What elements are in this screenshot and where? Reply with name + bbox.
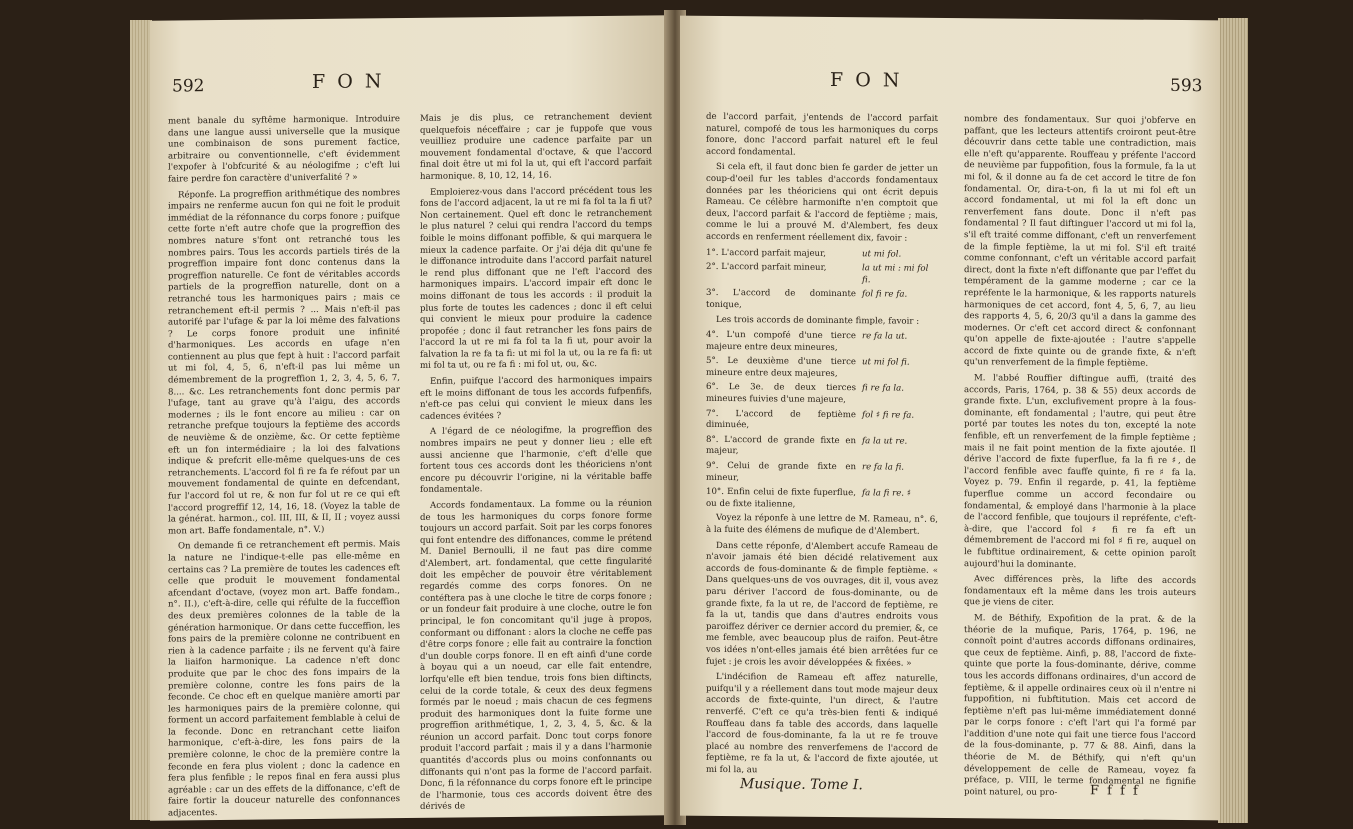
right-page — [680, 16, 1220, 821]
paragraph: Dans cette réponfe, d'Alembert accufe Rameau de n'avoir jamais été bien décidé relativement aux accords de fous-dominante & de fimple feptième. « Dans quelques-uns de vos ouvrages, dit il, vous avez paru dériver l'accord de fous-dominante, ou de grande fixte, fa la ut re, de l'accord de feptième, re fa la ut, tandis que dans d'autres endroits vous paroiffez dériver ce dernier accord du premier, &, ce me femble, avec beaucoup plus de raifon. Peut-être vos idées n'ont-elles jamais été bien arrêtées fur ce fujet : je crois les avoir développées & fixées. » — [706, 540, 938, 669]
paragraph: Emploierez-vous dans l'accord précédent tous les fons de l'accord adjacent, la ut re mi fa fol ta la fi ut? Non certainement. Quel eft donc le retranchement le plus naturel ? celui qui rendra l'accord du temps foible le moins diffonant poffible, & qui marquera le mieux la cadence parfaite. Or j'ai déja dit qu'une fe le diffonance introduite dans l'accord parfait naturel le rend plus diffonant que ne l'eft l'accord des harmoniques impairs. L'accord impair eft donc le moins diffonant de tous les accords : il produit la plus forte de toutes les cadences ; donc il eft celui qui convient le mieux pour produire la cadence propofée ; donc il faut retrancher les fons pairs de l'accord la ut re mi fa fol ta la fi ut, pour avoir la falvation la re fa ta fi: ut mi fol la ut, ou la re fa fi: ut mi fol ta ut, ou re fa fi : mi fol ut, ou, &c. — [420, 185, 652, 372]
paragraph: Enfin, puifque l'accord des harmoniques impairs eft le moins diffonant de tous les accords fufpenfifs, n'eft-ce pas celui qui convient le mieux dans les cadences évitées ? — [420, 374, 652, 422]
chord-list-item: 6°. Le 3e. de deux tierces mineures fuivies d'une majeure, fi re fa la. — [706, 382, 905, 406]
chord-list-item: 3°. L'accord de dominante tonique, fol fi re fa. — [706, 288, 908, 311]
paragraph: M. l'abbé Rouffier diftingue auffi, (traité des accords, Paris, 1764, p. 38 & 55) deux accords de grande fixte. L'un, exclufivement propre à la fous-dominante, eft fondamental ; l'autre, qui peut être porté par toutes les notes du ton, excepté la note fenfible, eft un renverfement de la fimple feptième ; mais il ne fait point mention de la fixte ajoutée. Il dérive l'accord de fixte fuperflue, fa la fi re ♯, de l'accord fenfible avec fauffe quinte, fi re ♯ fa la. Voyez p. 79. Enfin il regarde, p. 41, la feptième fuperflue comme un accord fecondaire ou fondamental, & employé dans l'harmonie à la place de l'accord fenfible, que toujours il repréfente, c'eft-à-dire, que l'accord fol ♯ fi re fa eft un démembrement de l'accord mi fol ♯ fi re, auquel on le fubftitue ordinairement, & cette opinion paroît aujourd'hui la dominante. — [964, 373, 1196, 570]
list-intro: Les trois accords de dominante fimple, favoir : — [716, 314, 920, 327]
page-number: 592 — [172, 76, 205, 97]
chord-list-item: 2°. L'accord parfait mineur, la ut mi : mi fol fi. — [706, 261, 929, 286]
text-column-1 — [168, 114, 400, 819]
chord-list-item: 4°. L'un compofé d'une tierce majeure entre deux mineures, re fa la ut. — [706, 329, 908, 353]
paragraph: nombre des fondamentaux. Sur quoi j'obferve en paffant, que les lecteurs attentifs croiront peut-être découvrir dans cette table une contradiction, mais elle n'eft qu'apparente. Rouffeau y préfente l'accord de neuvième par fuppofition, fous la formule, fa la ut mi fol, & il donne au fa de cet accord le titre de fon fondamental. Or, dira-t-on, fi la ut mi fol eft un accord fondamental, ut mi fol la eft donc un renverfement fans doute. Donc il n'eft pas fondamental ? Il faut diftinguer l'accord ut mi fol la, s'il eft traité comme diffonant, c'eft un renverfement de la fimple feptième, la ut mi fol. S'il eft traité comme confonnant, c'eft un véritable accord parfait direct, dont la fixte n'eft diffonante que par l'effet du tempérament de la gamme moderne ; car ce la repréfente le la harmonique, & les rapports naturels harmoniques de cet accord, font 4, 5, 6, 7, au lieu des rapports 4, 5, 6, 20/3 qu'il a dans la gamme des modernes. Or c'eft cet accord direct & confonnant qu'on appelle de fixte-ajoutée : l'autre s'appelle accord de fixte quinte ou de grande fixte, & n'eft qu'un renverfement de la fimple feptième. — [964, 114, 1196, 370]
signature-mark: F f f f — [1090, 783, 1140, 799]
chord-list-item: 7°. L'accord de feptième diminuée, fol ♯ fi re fa. — [706, 408, 915, 431]
paragraph: Avec différences près, la lifte des accords fondamentaux eft la même dans les trois auteurs que je viens de citer. — [964, 574, 1196, 609]
chord-list-item: 1°. L'accord parfait majeur, ut mi fol. — [706, 247, 902, 260]
paragraph: Voyez la réponfe à une lettre de M. Rameau, n°. 6, à la fuite des élémens de mufique de d'Alembert. — [706, 513, 938, 537]
text-column-2 — [420, 111, 652, 813]
text-column-1 — [706, 111, 938, 776]
left-page — [150, 15, 670, 820]
paragraph: Si cela eft, il faut donc bien fe garder de jetter un coup-d'oeil fur les tables d'accords fondamentaux données par les théoriciens qui ont écrit depuis Rameau. Ce célèbre harmonifte n'en comptoit que deux, l'accord parfait & l'accord de feptième ; mais, comme le lui a prouvé M. d'Alembert, fes deux accords en renferment réellement dix, favoir : — [706, 162, 938, 244]
chord-list-item: 5°. Le deuxième d'une tierce mineure entre deux majeures, ut mi fol fi. — [706, 356, 910, 379]
paragraph: On demande fi ce retranchement eft permis. Mais la nature ne l'indique-t-elle pas elle-même en certains cas ? La première de toutes les cadences eft celle que produit le mouvement fondamental afcendant d'octave, (voyez mon art. Baffe fondam., n°. II.), c'eft-à-dire, celle qui réfulte de la fucceffion des deux premières colonnes de la table de la génération harmonique. Or dans cette fucceffion, les fons pairs de la première colonne ne contribuent en rien à la cadence parfaite ; ils ne fervent qu'à faire la liaifon harmonique. La cadence n'eft donc produite que par le choc des fons impairs de la première colonne, contre les fons pairs de la feconde. Ce choc eft en quelque manière amorti par les harmoniques pairs de la première colonne, qui forment un accord parfaitement femblable à celui de la feconde. Donc en retranchant cette liaifon harmonique, c'eft-à-dire, les fons pairs de la première colonne, le choc de la première contre la feconde en fera plus violent ; donc la cadence en fera plus fenfible ; le repos final en fera aussi plus agréable : car un des effets de la diffonance, c'eft de faire fortir la douceur naturelle des confonnances adjacentes. — [168, 539, 400, 819]
running-head: F O N — [830, 68, 903, 92]
paragraph: Accords fondamentaux. La fomme ou la réunion de tous les harmoniques du corps fonore forme toujours un accord parfait. Soit par les corps fonores qui font entendre des diffonances, comme le prétend M. Daniel Bernoulli, il ne faut pas dire comme d'Alembert, art. fondamental, que cette fingularité doit les empêcher de pouvoir être véritablement regardés comme des corps fonores. On ne contéftera pas à une cloche le titre de corps fonore ; or un fondeur fait produire à une cloche, outre le fon principal, le fon concomitant qu'il juge à propos, conformant ou diffonant : alors la cloche ne ceffe pas d'être corps fonore ; elle fait au contraire la fonction d'un double corps fonore. Il en eft ainfi d'une corde à boyau qui a un noeud, car elle fait entendre, lorfqu'elle eft bien tendue, trois fons bien diftincts, celui de la corde totale, & ceux des deux fegmens formés par le noeud ; mais chacun de ces fegmens produit des harmoniques dont la fuite forme une progreffion arithmétique, 1, 2, 3, 4, 5, &c. & la réunion un accord parfait. Donc tout corps fonore produit l'accord parfait ; mais il y a dans l'harmonie quantités d'accords plus ou moins confonnants ou diffonants qui n'ont pas la forme de l'accord parfait. Donc, fi la réfonnance du corps fonore eft le principe de l'harmonie, tous ces accords doivent être des dérivés de — [420, 498, 652, 813]
chord-list-item: 10°. Enfin celui de fixte fuperflue, ou de fixte italienne, fa la fi re. ♯ — [706, 487, 911, 510]
volume-footer: Musique. Tome I. — [740, 776, 863, 794]
paragraph: A l'égard de ce néologifme, la progreffion des nombres impairs ne peut y donner lieu ; elle eft aussi ancienne que l'harmonie, c'eft d'elle que fortent tous ces accords dont les théoriciens n'ont encore pu découvrir l'origine, ni la véritable baffe fondamentale. — [420, 424, 652, 496]
paragraph: Réponfe. La progreffion arithmétique des nombres impairs ne renferme aucun fon qui ne foit le produit immédiat de la réfonnance du corps fonore ; puifque cette forte n'eft autre chofe que la progreffion des nombres nature s'font ont retranché tous les nombres pairs. Tous les accords partiels tirés de la progreffion impaire font donc contenus dans la progreffion naturelle. Ce font de véritables accords partiels de la progreffion naturelle, dont on a retranché tous les harmoniques pairs ; mais ce retranchement eft-il permis ? ... Mais n'eft-il pas autorifé par l'ufage & par la loi même des falvations ? Le corps fonore produit une infinité d'harmoniques. Les accords en ufage n'en contiennent au plus que fept à huit : l'accord parfait ut mi fol, 4, 5, 6, n'eft-il pas lui même un démembrement de la progreffion 1, 2, 3, 4, 5, 6, 7, 8.... &c. Les retranchements font donc permis par l'ufage, tant au grave qu'à l'aigu, des accords modernes ; ils le font encore au milieu : car on retranche prefque toujours la feptième des accords de neuvième & de onzième, &c. Or cette feptième eft un fon intermédiaire ; la loi des falvations indique & prefcrit elle-même quelques-uns de ces retranchements. L'accord fol fi re fa fe réfout par un mouvement fondamental de quinte en defcendant, fur l'accord fol ut re, & non fur fol ut re ce qui eft l'accord progreffif 12, 14, 16, 18. (Voyez la table de la générat. harmon., col. III, III, & II, II ; voyez aussi mon art. Baffe fondamentale, n°. V.) — [168, 187, 400, 537]
right-page-edges — [1218, 18, 1248, 823]
paragraph: ment banale du syftême harmonique. Introduire dans une langue aussi universelle que la musique une combinaison de sons purement factice, arbitraire ou conventionnelle, c'eft évidemment l'expofer à l'obfcurité & au néologifme ; c'eft lui faire perdre fon caractère d'univerfalité ? » — [168, 114, 400, 185]
left-page-edges — [130, 20, 152, 820]
paragraph: M. de Béthify, Expofition de la prat. & de la théorie de la mufique, Paris, 1764, p. 196, ne connoît point d'autres accords diffonans ordinaires, que ceux de feptième. Ainfi, p. 88, l'accord de fixte-quinte que porte la fous-dominante, dérive, comme tous les accords diffonans ordinaires, d'un accord de feptième, & il appelle ordinaires ceux où il n'entre ni fuppofition, ni fubftitution. Mais cet accord de feptième n'eft pas lui-même immédiatement donné par le corps fonore : c'eft l'art qui l'a formé par l'addition d'une note qui fait une tierce fous l'accord de la fous-dominante, p. 77 & 88. Ainfi, dans la théorie de M. de Béthify, qui n'eft qu'un développement de celle de Rameau, voyez fa préface, p. VIII, le terme fondamental ne fignifie point naturel, ou pro- — [964, 613, 1196, 798]
chord-list-item: 8°. L'accord de grande fixte en majeur, fa la ut re. — [706, 434, 908, 457]
running-head: F O N — [312, 70, 385, 94]
paragraph: L'indécifion de Rameau eft affez naturelle, puifqu'il y a réellement dans tout mode majeur deux accords de fixte-quinte, l'un direct, & l'autre renverfé. C'eft ce qu'a très-bien fenti & indiqué Rouffeau dans fa table des accords, dans laquelle l'accord de fous-dominante, fa la ut re fe trouve placé au nombre des renverfemens de l'accord de feptième, re fa la ut, & l'accord de fixte ajoutée, ut mi fol la, au — [706, 672, 938, 776]
page-number: 593 — [1170, 75, 1203, 97]
paragraph: de l'accord parfait, j'entends de l'accord parfait naturel, compofé de tous les harmoniques du corps fonore, donc l'accord parfait naturel eft le feul accord fondamental. — [706, 111, 938, 158]
paragraph: Mais je dis plus, ce retranchement devient quelquefois néceffaire ; car je fuppofe que vous veuilliez produire une cadence parfaite par un mouvement fondamental d'octave, & que l'accord final doit être ut mi fol la ut, qui eft l'accord parfait harmonique. 8, 10, 12, 14, 16. — [420, 111, 652, 182]
chord-list-item: 9°. Celui de grande fixte en mineur, re fa la fi. — [706, 460, 905, 483]
